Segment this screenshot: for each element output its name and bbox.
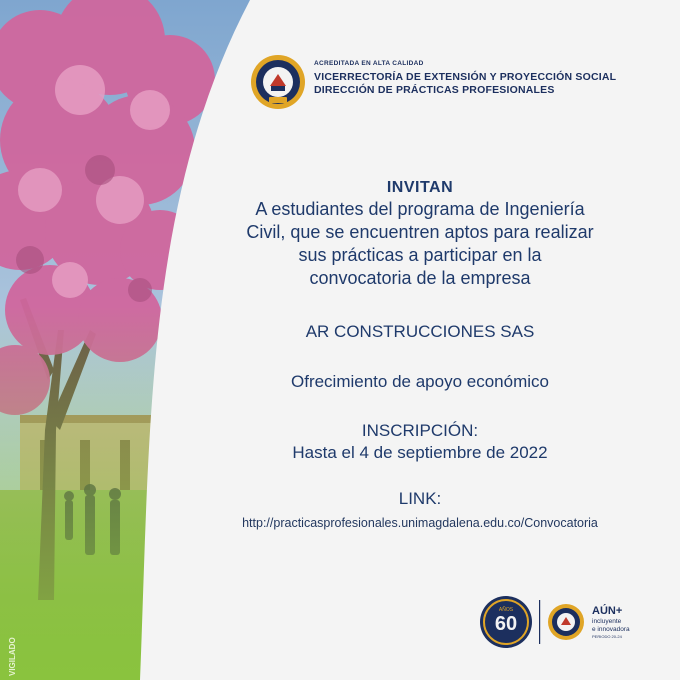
offer-text: Ofrecimiento de apoyo económico [291,372,549,391]
intro-line: Civil, que se encuentren aptos para realizar [246,222,594,242]
header [250,52,650,112]
footer-logos [480,594,650,654]
badge-60-top: AÑOS [498,607,514,613]
convocatoria-link[interactable]: http://practicasprofesionales.unimagdalena.edu.co/Convocatoria [242,516,598,530]
inscription-date: Hasta el 4 de septiembre de 2022 [292,443,548,462]
university-seal-icon [250,54,306,110]
intro-line: convocatoria de la empresa [309,268,531,288]
aun-line2: e innovadora [592,626,630,633]
footer-divider [539,600,540,644]
sixty-years-badge-icon [480,596,532,648]
aun-line1: incluyente [592,618,622,625]
link-label: LINK: [398,489,442,508]
invitation-intro [200,198,640,290]
university-seal-small-icon [548,604,584,640]
badge-60-number: 60 [494,613,518,635]
company-name: AR CONSTRUCCIONES SAS [305,322,535,341]
intro-line: sus prácticas a participar en la [298,245,542,265]
invitation-content [200,178,640,532]
accreditation-label: ACREDITADA EN ALTA CALIDAD [314,60,424,67]
vigilado-label [4,600,20,680]
vicerrectoria-label: VICERRECTORÍA DE EXTENSIÓN Y PROYECCIÓN SOCIAL [314,71,617,83]
invitation-title: INVITAN [386,179,454,196]
aun-title: AÚN+ [592,605,623,617]
header-text [314,60,616,97]
intro-line: A estudiantes del programa de Ingeniería [255,199,585,219]
vigilado-text: VIGILADO [8,637,17,676]
direccion-label: DIRECCIÓN DE PRÁCTICAS PROFESIONALES [314,84,555,96]
inscription-label: INSCRIPCIÓN: [361,421,479,440]
aun-period: PERIODO 20-24 [592,634,622,639]
